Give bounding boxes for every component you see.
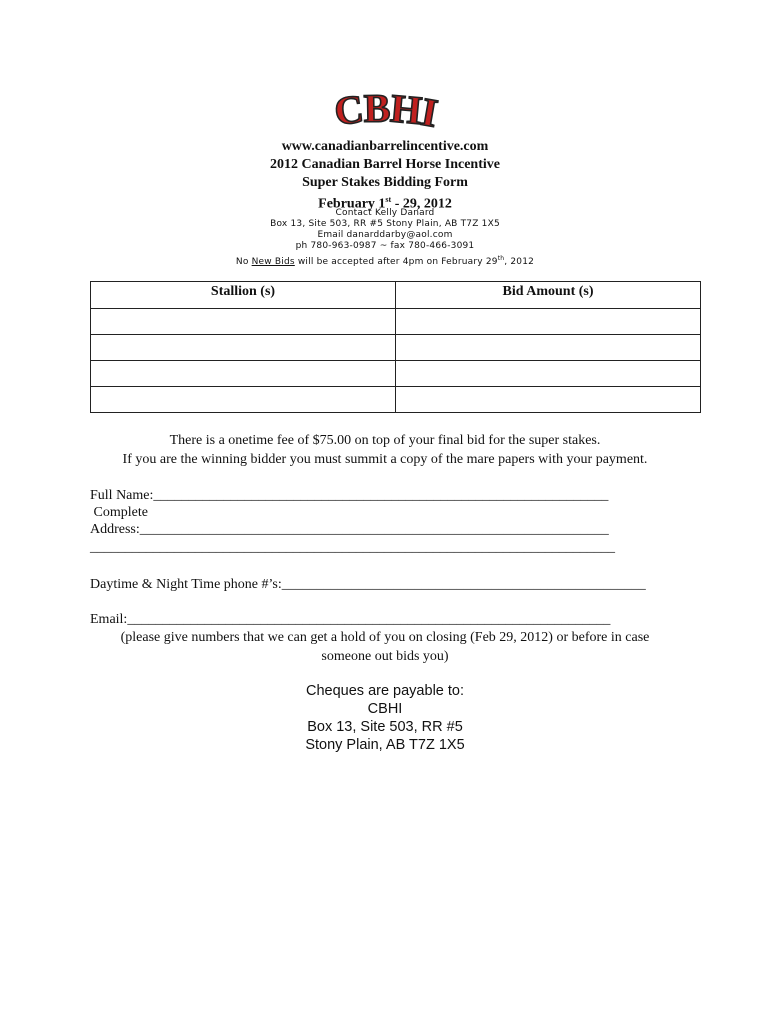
bid-amount-cell[interactable] — [396, 335, 701, 361]
bid-amount-header: Bid Amount (s) — [396, 282, 701, 309]
dates-suffix: - 29, 2012 — [391, 196, 452, 212]
deadline-middle: will be accepted after 4pm on February 29 — [294, 257, 498, 267]
website-url: www.canadianbarrelincentive.com — [281, 139, 489, 154]
dates-prefix: February 1 — [318, 196, 386, 212]
bid-deadline — [0, 253, 770, 269]
fee-note: There is a onetime fee of $75.00 on top of your final bid for the super stakes. — [169, 433, 601, 448]
deadline-new-bids: New Bids — [251, 257, 295, 267]
contact-email: Email danarddarby@aol.com — [317, 230, 453, 240]
table-header-row — [91, 282, 701, 309]
email-note-line2: someone out bids you) — [321, 649, 449, 664]
bid-amount-cell[interactable] — [396, 387, 701, 413]
email-field[interactable]: Email:_____________________________________________________________________ — [90, 612, 611, 627]
stallion-cell[interactable] — [91, 387, 396, 413]
cheques-address-1: Box 13, Site 503, RR #5 — [307, 719, 463, 735]
contact-name: Contact Kelly Danard — [335, 208, 435, 218]
full-name-field[interactable]: Full Name:_________________________________________________________________ — [90, 488, 609, 503]
deadline-no: No — [235, 257, 252, 267]
email-note-line1: (please give numbers that we can get a hold of you on closing (Feb 29, 2012) or before in case — [120, 630, 650, 645]
dates-sup: st — [385, 195, 392, 204]
stallion-cell[interactable] — [91, 361, 396, 387]
bid-amount-cell[interactable] — [396, 309, 701, 335]
cheques-payable: Cheques are payable to: — [306, 683, 464, 699]
deadline-sup: th — [497, 255, 505, 262]
table-row — [91, 309, 701, 335]
deadline-end: , 2012 — [504, 257, 535, 267]
contact-address: Box 13, Site 503, RR #5 Stony Plain, AB T7Z 1X5 — [270, 219, 500, 229]
bid-amount-cell[interactable] — [396, 361, 701, 387]
contact-phone: ph 780-963-0987 ~ fax 780-466-3091 — [295, 241, 475, 251]
form-name: Super Stakes Bidding Form — [302, 175, 468, 190]
address-line2-field[interactable]: ___________________________________________________________________________ — [90, 540, 615, 555]
table-row — [91, 387, 701, 413]
stallion-cell[interactable] — [91, 335, 396, 361]
logo-text: CBHI — [331, 90, 441, 134]
stallion-header: Stallion (s) — [91, 282, 396, 309]
winning-bidder-note: If you are the winning bidder you must summit a copy of the mare papers with your payment. — [122, 452, 648, 467]
cheques-payee: CBHI — [367, 701, 403, 717]
table-row — [91, 361, 701, 387]
phone-field[interactable]: Daytime & Night Time phone #’s:____________________________________________________ — [90, 577, 646, 592]
complete-label: Complete — [90, 505, 148, 520]
table-row — [91, 335, 701, 361]
bids-table — [90, 281, 701, 413]
svg-text:CBHI — [332, 90, 440, 134]
cbhi-logo — [318, 90, 452, 134]
form-title: 2012 Canadian Barrel Horse Incentive — [270, 157, 500, 172]
stallion-cell[interactable] — [91, 309, 396, 335]
address-field[interactable]: Address:___________________________________________________________________ — [90, 522, 609, 537]
cheques-address-2: Stony Plain, AB T7Z 1X5 — [305, 737, 465, 753]
